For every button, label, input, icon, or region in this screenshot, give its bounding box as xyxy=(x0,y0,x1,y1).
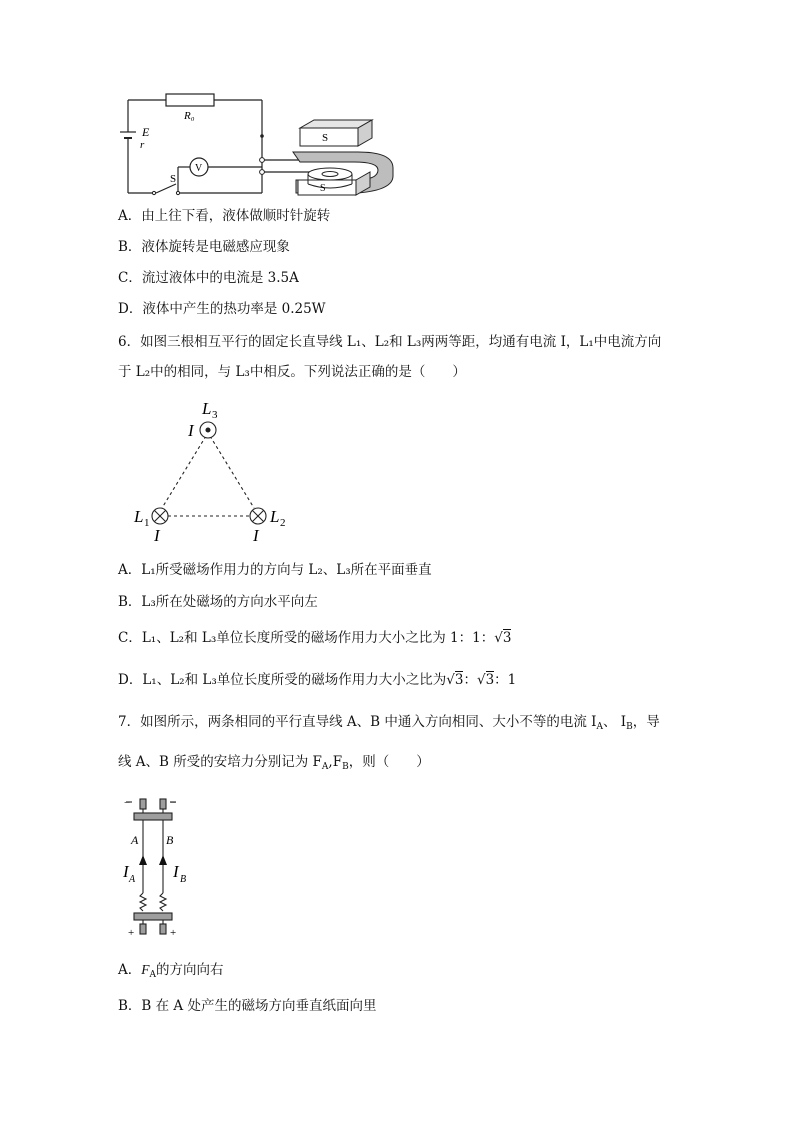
wires-triangle-figure xyxy=(130,398,300,546)
label-l2-sub: 2 xyxy=(280,517,286,529)
spring-b xyxy=(160,893,166,911)
q7-stem-line1 xyxy=(118,712,660,737)
q6-option-d-sqrt2: 3 xyxy=(485,672,495,688)
sign-plus-left: + xyxy=(128,927,135,939)
q6-option-d-suffix: ：1 xyxy=(494,672,517,688)
q6-option-d-text: D．L₁、L₂和 L₃单位长度所受的磁场作用力大小之比为 xyxy=(118,672,447,688)
top-bar xyxy=(134,813,172,820)
label-magnet-bottom: S xyxy=(320,183,326,194)
label-r0: R₀ xyxy=(184,110,195,122)
q7-stem2-mid: ,F xyxy=(328,754,343,770)
q7-stem1-mid: 、 I xyxy=(602,714,627,730)
label-wire-b: B xyxy=(166,833,174,847)
q5-option-b: B．液体旋转是电磁感应现象 xyxy=(118,239,290,255)
sign-plus-right: + xyxy=(170,927,177,939)
label-l3: L xyxy=(202,399,212,418)
q7-stem2-text: 线 A、B 所受的安培力分别记为 F xyxy=(118,754,322,770)
q5-option-a: A．由上往下看，液体做顺时针旋转 xyxy=(118,208,331,224)
q7-option-a-text: 的方向向右 xyxy=(156,962,224,978)
q6-option-a: A．L₁所受磁场作用力的方向与 L₂、L₃所在平面垂直 xyxy=(118,562,432,578)
q6-option-d xyxy=(118,670,516,690)
switch-lever xyxy=(156,184,176,193)
label-l3-sub: 3 xyxy=(212,409,218,421)
q6-option-d-sqrt1: 3 xyxy=(454,672,464,688)
parallel-wires-figure xyxy=(118,795,198,940)
current-arrow-b xyxy=(159,855,167,865)
spring-a xyxy=(140,893,146,911)
resistor-r0 xyxy=(166,94,214,106)
sqrt-symbol: √ xyxy=(476,672,486,688)
q6-option-c-text: C．L₁、L₂和 L₃单位长度所受的磁场作用力大小之比为 1：1： xyxy=(118,630,495,646)
q7-option-a-prefix: A． xyxy=(118,962,142,978)
q5-option-d: D．液体中产生的热功率是 0.25W xyxy=(118,301,326,317)
label-l2: L xyxy=(270,507,280,526)
q6-option-d-sep: ： xyxy=(463,672,477,688)
q7-stem2-sub-b: B xyxy=(342,762,349,772)
q6-option-b: B．L₃所在处磁场的方向水平向左 xyxy=(118,594,318,610)
q7-stem2-sub-a: A xyxy=(321,762,329,772)
q6-option-c xyxy=(118,628,511,648)
q7-stem1-text: 7．如图所示，两条相同的平行直导线 A、B 中通入方向相同、大小不等的电流 I xyxy=(118,714,597,730)
label-l1-sub: 1 xyxy=(144,517,150,529)
label-internal-r: r xyxy=(140,139,145,151)
q7-option-b: B．B 在 A 处产生的磁场方向垂直纸面向里 xyxy=(118,998,377,1014)
label-l1: L xyxy=(134,507,144,526)
label-wire-a: A xyxy=(131,833,139,847)
q7-stem1-sub-a: A xyxy=(596,722,603,732)
label-emf: E xyxy=(142,125,150,139)
q6-option-c-sqrt: 3 xyxy=(502,630,512,646)
bottom-bar xyxy=(134,913,172,920)
q6-stem-line1: 6．如图三根相互平行的固定长直导线 L₁、L₂和 L₃两两等距，均通有电流 I，L₁中电流方向 xyxy=(118,334,662,350)
sign-minus-left: − xyxy=(124,797,131,809)
q7-option-a-sub: A xyxy=(149,970,156,980)
q5-option-c: C．流过液体中的电流是 3.5A xyxy=(118,270,299,286)
q7-stem1-sub-b: B xyxy=(626,722,633,732)
circuit-figure xyxy=(118,90,408,205)
current-arrow-a xyxy=(139,855,147,865)
q7-option-a xyxy=(118,960,224,985)
sign-minus-right: − xyxy=(170,797,177,809)
label-magnet-top: S xyxy=(322,132,329,144)
q7-stem1-end: ，导 xyxy=(632,714,660,730)
label-switch: S xyxy=(170,173,177,185)
horseshoe-magnet xyxy=(293,120,393,195)
label-i-l1: I xyxy=(154,526,160,545)
label-ib: I xyxy=(173,862,179,881)
label-i-l2: I xyxy=(253,526,259,545)
q6-stem-line2: 于 L₂中的相同，与 L₃中相反。下列说法正确的是（ ） xyxy=(118,364,466,380)
sqrt-symbol: √ xyxy=(494,630,503,646)
label-ia-sub: A xyxy=(129,874,136,885)
q7-option-a-f: F xyxy=(141,962,150,977)
label-voltmeter: V xyxy=(195,163,203,174)
label-ia: I xyxy=(123,862,129,881)
label-i-l3: I xyxy=(188,421,194,440)
q7-stem2-end: ，则（ ） xyxy=(348,754,430,770)
sqrt-symbol: √ xyxy=(446,672,455,688)
label-ib-sub: B xyxy=(180,874,187,885)
q7-stem-line2 xyxy=(118,752,430,777)
